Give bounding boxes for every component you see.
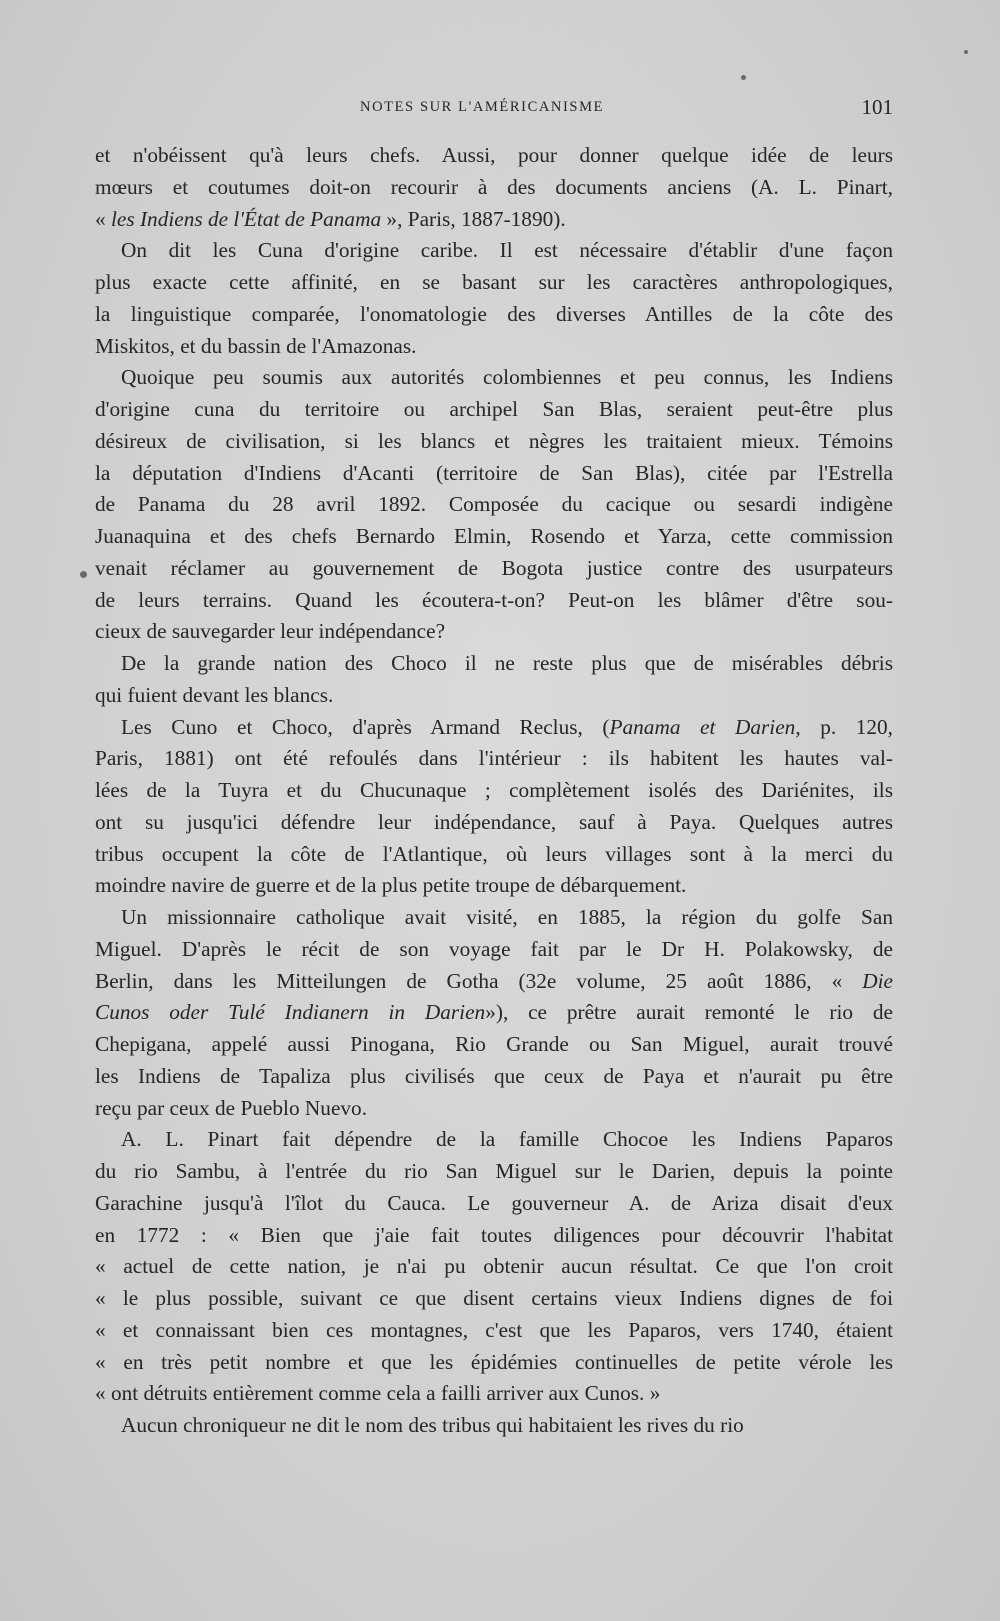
- text-line: [95, 489, 893, 521]
- text-run: « ont détruits entièrement comme cela a failli arriver aux Cunos. »: [95, 1381, 661, 1406]
- scan-speck: [741, 75, 746, 80]
- text-line: [95, 902, 893, 934]
- text-run: Juanaquina et des chefs Bernardo Elmin, Rosendo et Yarza, cette commission: [95, 524, 893, 548]
- text-line: [95, 839, 893, 871]
- text-run: Paris, 1881) ont été refoulés dans l'intérieur : ils habitent les hautes val-: [95, 746, 893, 771]
- text-run: A. L. Pinart fait dépendre de la famille Chocoe les Indiens Paparos: [121, 1127, 893, 1152]
- italic-text: Cunos oder Tulé Indianern in Darien: [95, 1000, 486, 1025]
- text-line: [95, 1410, 893, 1442]
- text-run: Berlin, dans les Mitteilungen de Gotha (32e volume, 25 août 1886, «: [95, 968, 863, 993]
- text-run: Miskitos, et du bassin de l'Amazonas.: [95, 333, 417, 358]
- text-run: de Panama du 28 avril 1892. Composée du cacique ou sesardi indigène: [95, 492, 893, 517]
- text-run: Garachine jusqu'à l'îlot du Cauca. Le gouverneur A. de Ariza disait d'eux: [95, 1190, 893, 1215]
- text-run: Un missionnaire catholique avait visité, en 1885, la région du golfe San: [121, 905, 893, 929]
- text-line: [95, 807, 893, 839]
- text-run: en 1772 : « Bien que j'aie fait toutes diligences pour découvrir l'habitat: [95, 1222, 893, 1247]
- text-run: plus exacte cette affinité, en se basant sur les caractères anthropologiques,: [95, 270, 893, 294]
- text-run: et n'obéissent qu'à leurs chefs. Aussi, pour donner quelque idée de leurs: [95, 143, 893, 167]
- text-line: [95, 1283, 893, 1315]
- text-run: cieux de sauvegarder leur indépendance?: [95, 619, 446, 644]
- running-head: NOTES SUR L'AMÉRICANISME: [360, 99, 605, 115]
- text-run: les Indiens de Tapaliza plus civilisés que ceux de Paya et n'aurait pu être: [95, 1063, 893, 1088]
- text-run: Chepigana, appelé aussi Pinogana, Rio Grande ou San Miguel, aurait trouvé: [95, 1032, 893, 1056]
- text-line: [95, 1156, 893, 1188]
- text-run: Miguel. D'après le récit de son voyage fait par le Dr H. Polakowsky, de: [95, 936, 893, 961]
- text-line: [95, 1347, 893, 1379]
- text-run: «: [95, 206, 111, 231]
- text-run: reçu par ceux de Pueblo Nuevo.: [95, 1095, 368, 1120]
- text-line: [95, 1061, 893, 1093]
- text-line: [95, 1124, 893, 1156]
- italic-text: Panama et Darien: [609, 714, 796, 739]
- text-line: [95, 966, 893, 998]
- text-run: « en très petit nombre et que les épidémies continuelles de petite vérole les: [95, 1349, 893, 1374]
- text-run: « le plus possible, suivant ce que disent certains vieux Indiens dignes de foi: [95, 1286, 893, 1310]
- text-run: De la grande nation des Choco il ne reste plus que de misérables débris: [121, 651, 893, 675]
- body-text: [95, 140, 893, 1442]
- text-line: [95, 1220, 893, 1252]
- text-run: »), ce prêtre aurait remonté le rio de: [485, 1000, 893, 1025]
- text-line: [95, 616, 893, 648]
- text-line: [95, 331, 893, 363]
- text-run: tribus occupent la côte de l'Atlantique, où leurs villages sont à la merci du: [95, 841, 893, 866]
- text-line: [95, 521, 893, 553]
- text-run: », Paris, 1887-1890).: [381, 206, 566, 231]
- text-run: Quoique peu soumis aux autorités colombiennes et peu connus, les Indiens: [121, 365, 893, 390]
- text-run: moindre navire de guerre et de la plus petite troupe de débarquement.: [95, 873, 687, 898]
- text-line: [95, 362, 893, 394]
- text-line: [95, 204, 893, 236]
- text-line: [95, 585, 893, 617]
- text-run: venait réclamer au gouvernement de Bogota justice contre des usurpateurs: [95, 555, 893, 580]
- text-run: mœurs et coutumes doit-on recourir à des documents anciens (A. L. Pinart,: [95, 174, 893, 199]
- text-line: [95, 1315, 893, 1347]
- text-line: [95, 140, 893, 172]
- text-line: [95, 648, 893, 680]
- text-run: d'origine cuna du territoire ou archipel San Blas, seraient peut-être plus: [95, 397, 893, 421]
- text-line: [95, 712, 893, 744]
- text-run: du rio Sambu, à l'entrée du rio San Miguel sur le Darien, depuis la pointe: [95, 1159, 893, 1183]
- text-run: la linguistique comparée, l'onomatologie des diverses Antilles de la côte des: [95, 301, 893, 326]
- text-line: [95, 743, 893, 775]
- text-run: Aucun chroniqueur ne dit le nom des tribus qui habitaient les rives du rio: [121, 1413, 744, 1437]
- text-line: [95, 172, 893, 204]
- text-line: [95, 1029, 893, 1061]
- text-run: On dit les Cuna d'origine caribe. Il est nécessaire d'établir d'une façon: [121, 238, 893, 263]
- text-run: Les Cuno et Choco, d'après Armand Reclus, (: [121, 714, 610, 739]
- text-line: [95, 1378, 893, 1410]
- text-line: [95, 775, 893, 807]
- text-line: [95, 1251, 893, 1283]
- text-line: [95, 680, 893, 712]
- text-run: désireux de civilisation, si les blancs et nègres les traitaient mieux. Témoins: [95, 428, 893, 453]
- text-line: [95, 1093, 893, 1125]
- text-line: [95, 934, 893, 966]
- text-line: [95, 870, 893, 902]
- scan-speck: [964, 50, 968, 54]
- scan-speck: [80, 571, 87, 578]
- text-run: la députation d'Indiens d'Acanti (territoire de San Blas), citée par l'Estrella: [95, 460, 893, 485]
- text-run: de leurs terrains. Quand les écoutera-t-on? Peut-on les blâmer d'être sou-: [95, 587, 893, 612]
- text-line: [95, 235, 893, 267]
- text-line: [95, 299, 893, 331]
- text-run: « et connaissant bien ces montagnes, c'est que les Paparos, vers 1740, étaient: [95, 1317, 893, 1342]
- text-line: [95, 394, 893, 426]
- text-line: [95, 458, 893, 490]
- text-run: ont su jusqu'ici défendre leur indépendance, sauf à Paya. Quelques autres: [95, 809, 893, 834]
- page-header: [95, 95, 895, 125]
- text-line: [95, 553, 893, 585]
- italic-text: les Indiens de l'État de Panama: [110, 206, 382, 231]
- page-number: 101: [861, 95, 893, 119]
- italic-text: Die: [862, 968, 893, 993]
- text-run: « actuel de cette nation, je n'ai pu obtenir aucun résultat. Ce que l'on croit: [95, 1254, 893, 1279]
- text-run: , p. 120,: [795, 714, 893, 739]
- text-line: [95, 1188, 893, 1220]
- text-line: [95, 267, 893, 299]
- text-line: [95, 426, 893, 458]
- text-run: qui fuient devant les blancs.: [95, 682, 334, 707]
- text-run: lées de la Tuyra et du Chucunaque ; complètement isolés des Dariénites, ils: [95, 778, 893, 802]
- text-line: [95, 997, 893, 1029]
